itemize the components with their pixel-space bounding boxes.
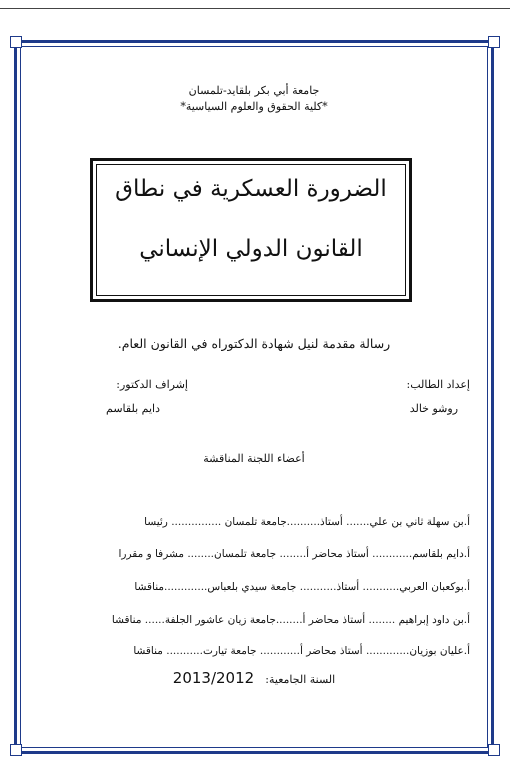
student-name: روشو خالد xyxy=(409,402,458,415)
academic-year xyxy=(20,668,488,687)
supervisor-name: دايم بلقاسم xyxy=(106,402,160,415)
corner-ornament-top-left xyxy=(10,36,22,48)
academic-year-value: 2013/2012 xyxy=(172,669,255,687)
corner-ornament-bottom-right xyxy=(488,744,500,756)
thesis-title-line-1: الضرورة العسكرية في نطاق xyxy=(115,176,387,202)
supervisor-label: إشراف الدكتور: xyxy=(116,378,188,391)
thesis-statement: رسالة مقدمة لنيل شهادة الدكتوراه في القانون العام. xyxy=(117,336,391,351)
committee-member: أ.عليان بوزيان............. أستاذ محاضر أ............ جامعة تيارت........... مناقشا xyxy=(133,645,470,657)
committee-member: أ.دايم بلقاسم............ أستاذ محاضر أ........ جامعة تلمسان........ مشرفا و مقررا xyxy=(118,548,470,560)
corner-ornament-bottom-left xyxy=(10,744,22,756)
page-border-inner xyxy=(20,46,488,748)
university-name: جامعة أبي بكر بلقايد-تلمسان xyxy=(188,84,320,97)
top-rule xyxy=(0,8,510,9)
committee-member: أ.بن داود إبراهيم ........ أستاذ محاضر أ........جامعة زيان عاشور الجلفة...... مناقشا xyxy=(111,614,470,626)
corner-ornament-top-right xyxy=(488,36,500,48)
committee-member: أ.بن سهلة ثاني بن علي....... أستاذ..........جامعة تلمسان ............... رئيسا xyxy=(144,516,470,528)
committee-member: أ.بوكعبان العربي........... أستاذ........... جامعة سيدي بلعباس.............مناقشا xyxy=(134,581,470,593)
committee-heading: أعضاء اللجنة المناقشة xyxy=(203,452,305,465)
thesis-title-line-2: القانون الدولي الإنساني xyxy=(139,236,363,262)
faculty-name: *كلية الحقوق والعلوم السياسية* xyxy=(180,100,328,113)
academic-year-label: السنة الجامعية: xyxy=(265,673,336,686)
student-label: إعداد الطالب: xyxy=(406,378,470,391)
